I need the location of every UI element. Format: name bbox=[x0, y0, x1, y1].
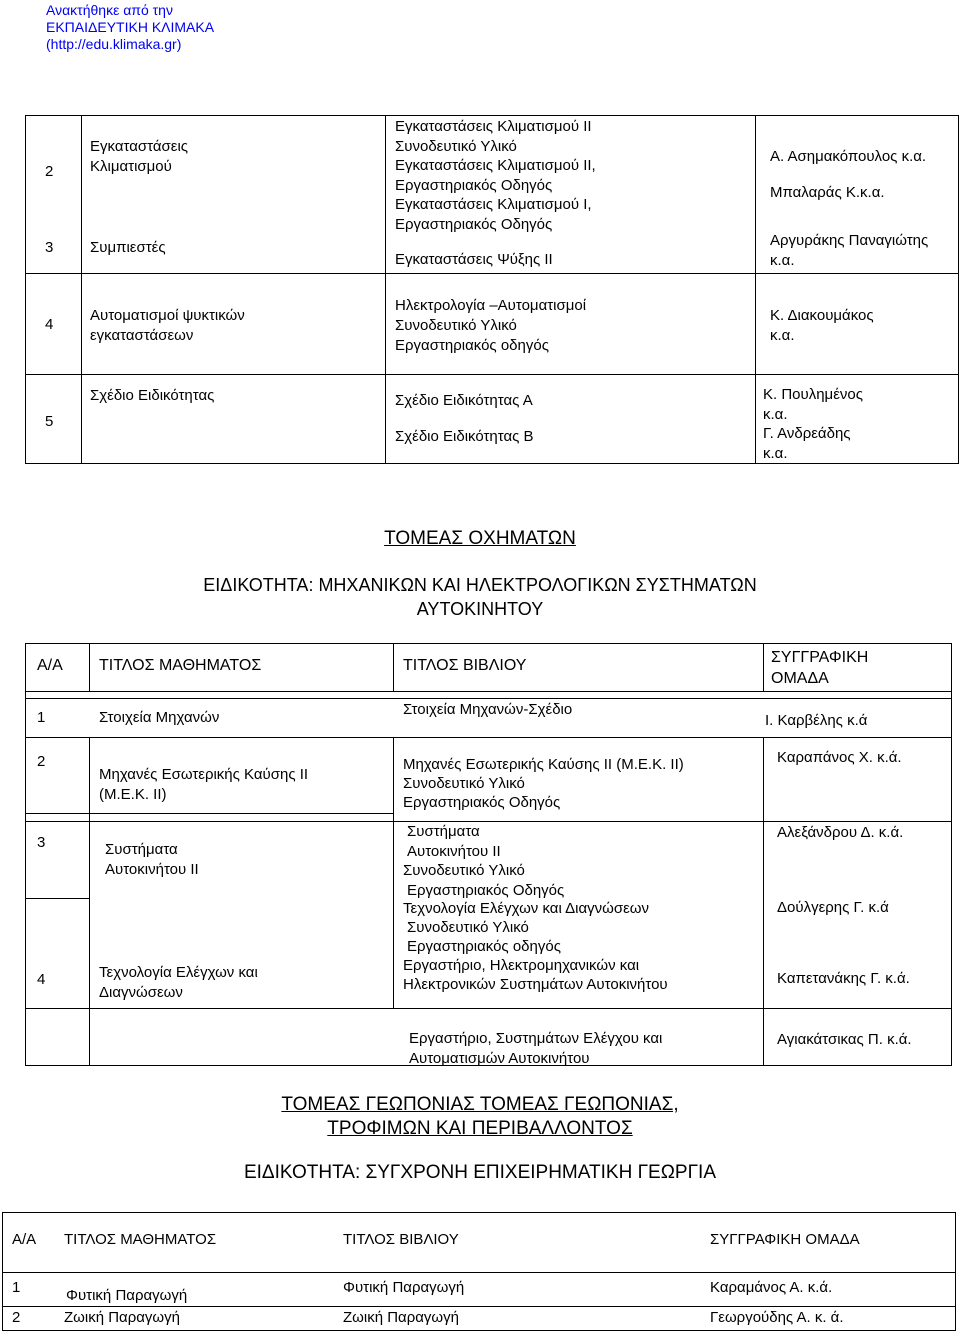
table-row bbox=[2, 1273, 956, 1306]
course-title: Σχέδιο Ειδικότητας bbox=[90, 387, 215, 404]
source-header bbox=[46, 2, 214, 53]
book-titles: Ζωική Παραγωγή bbox=[343, 1309, 459, 1326]
table-row bbox=[25, 225, 959, 273]
authors: Γεωργούδης Α. κ. ά. bbox=[710, 1309, 844, 1326]
table-row bbox=[2, 1307, 956, 1331]
row-number: 3 bbox=[45, 239, 54, 256]
specialty-agriculture: ΕΙΔΙΚΟΤΗΤΑ: ΣΥΓΧΡΟΝΗ ΕΠΙΧΕΙΡΗΜΑΤΙΚΗ ΓΕΩΡΓΙΑ bbox=[243, 1162, 717, 1183]
authors: Αργυράκης Παναγιώτης κ.α. bbox=[770, 232, 929, 269]
book-titles: Εργαστήριο, Συστημάτων Ελέγχου και Αυτοματισμών Αυτοκινήτου bbox=[409, 1030, 663, 1067]
course-title: Ζωική Παραγωγή bbox=[64, 1309, 180, 1326]
table-row bbox=[25, 699, 952, 739]
row-number: 3 bbox=[37, 834, 46, 851]
book-titles: Σχέδιο Ειδικότητας Α Σχέδιο Ειδικότητας Β bbox=[395, 392, 534, 445]
authors: Κ. Διακουμάκος κ.α. bbox=[770, 307, 874, 344]
book-titles: Εγκαταστάσεις Ψύξης ΙΙ bbox=[395, 251, 553, 268]
authors: Καραμάνος Α. κ.ά. bbox=[710, 1279, 833, 1296]
authors: Αλεξάνδρου Δ. κ.ά. bbox=[777, 824, 904, 841]
specialty-line-2: ΑΥΤΟΚΙΝΗΤΟΥ bbox=[416, 599, 544, 619]
specialty-line-1: ΕΙΔΙΚΟΤΗΤΑ: ΜΗΧΑΝΙΚΩΝ ΚΑΙ ΗΛΕΚΤΡΟΛΟΓΙΚΩΝ ΣΥΣΤΗΜΑΤΩΝ bbox=[203, 575, 757, 595]
book-titles: Φυτική Παραγωγή bbox=[343, 1279, 465, 1296]
table-2 bbox=[25, 643, 953, 1068]
course-title: Εγκαταστάσεις Κλιματισμού bbox=[90, 138, 189, 175]
source-line-2[interactable]: ΕΚΠΑΙΔΕΥΤΙΚΗ ΚΛΙΜΑΚΑ bbox=[46, 19, 215, 35]
table-row bbox=[25, 375, 959, 464]
course-title: Συστήματα Αυτοκινήτου ΙΙ bbox=[105, 841, 199, 878]
row-number: 2 bbox=[37, 753, 46, 770]
authors: Καραπάνος Χ. κ.ά. bbox=[777, 749, 902, 766]
authors: Ι. Καρβέλης κ.ά bbox=[765, 712, 868, 729]
row-number: 5 bbox=[45, 413, 54, 430]
course-title: Αυτοματισμοί ψυκτικών εγκαταστάσεων bbox=[90, 307, 245, 344]
column-header-book: ΤΙΤΛΟΣ ΒΙΒΛΙΟΥ bbox=[343, 1231, 459, 1248]
book-titles: Εγκαταστάσεις Κλιματισμού ΙΙ Συνοδευτικό Υλικό Εγκαταστάσεις Κλιματισμού ΙΙ, Εργαστηριακός Οδηγός Εγκαταστάσεις Κλιματισμού Ι, Εργαστηριακός Οδηγός bbox=[395, 118, 596, 233]
row-number: 4 bbox=[45, 316, 54, 333]
column-header-authors: ΣΥΓΓΡΑΦΙΚΗ ΟΜΑΔΑ bbox=[710, 1231, 860, 1248]
course-title: Μηχανές Εσωτερικής Καύσης ΙΙ (Μ.Ε.Κ. ΙΙ) bbox=[99, 766, 309, 803]
section-title-agriculture-1: ΤΟΜΕΑΣ ΓΕΩΠΟΝΙΑΣ ΤΟΜΕΑΣ ΓΕΩΠΟΝΙΑΣ, bbox=[281, 1094, 679, 1115]
column-header-num: Α/Α bbox=[37, 657, 63, 674]
table-1 bbox=[25, 115, 960, 465]
authors: Κ. Πουλημένος κ.α. Γ. Ανδρεάδης κ.α. bbox=[763, 386, 863, 462]
column-header-num: Α/Α bbox=[12, 1231, 37, 1248]
column-header-course: ΤΙΤΛΟΣ ΜΑΘΗΜΑΤΟΣ bbox=[99, 657, 262, 674]
course-title: Συμπιεστές bbox=[90, 239, 166, 256]
section-title-agriculture-2: ΤΡΟΦΙΜΩΝ ΚΑΙ ΠΕΡΙΒΑΛΛΟΝΤΟΣ bbox=[327, 1118, 633, 1139]
table-row bbox=[25, 899, 952, 1009]
course-title: Φυτική Παραγωγή bbox=[66, 1287, 188, 1304]
section-title-vehicles: ΤΟΜΕΑΣ ΟΧΗΜΑΤΩΝ bbox=[384, 528, 576, 549]
table-row bbox=[25, 822, 952, 898]
row-number: 1 bbox=[37, 709, 46, 726]
source-line-1[interactable]: Ανακτήθηκε από την bbox=[46, 2, 173, 18]
column-header-book: ΤΙΤΛΟΣ ΒΙΒΛΙΟΥ bbox=[403, 657, 527, 674]
book-titles: Μηχανές Εσωτερικής Καύσης ΙΙ (Μ.Ε.Κ. ΙΙ) Συνοδευτικό Υλικό Εργαστηριακός Οδηγός bbox=[403, 756, 684, 811]
authors: Αγιακάτσικας Π. κ.ά. bbox=[777, 1031, 912, 1048]
authors: Δούλγερης Γ. κ.ά Καπετανάκης Γ. κ.ά. bbox=[777, 899, 910, 987]
row-number: 1 bbox=[12, 1279, 21, 1296]
row-number: 2 bbox=[12, 1309, 21, 1326]
source-line-3[interactable]: (http://edu.klimaka.gr) bbox=[46, 36, 182, 52]
course-title: Τεχνολογία Ελέγχων και Διαγνώσεων bbox=[99, 964, 258, 1001]
book-titles: Ηλεκτρολογία –Αυτοματισμοί Συνοδευτικό Υλικό Εργαστηριακός οδηγός bbox=[395, 297, 587, 354]
column-header-authors: ΣΥΓΓΡΑΦΙΚΗ ΟΜΑΔΑ bbox=[771, 649, 869, 687]
table-3 bbox=[2, 1212, 957, 1332]
book-titles: Συστήματα Αυτοκινήτου ΙΙ Συνοδευτικό Υλικό Εργαστηριακός Οδηγός bbox=[403, 823, 565, 899]
row-number: 2 bbox=[45, 163, 54, 180]
book-titles: Τεχνολογία Ελέγχων και Διαγνώσεων Συνοδευτικό Υλικό Εργαστηριακός οδηγός Εργαστήριο, Ηλεκτρομηχανικών και Ηλεκτρονικών Συστημάτων Αυτοκινήτου bbox=[403, 900, 668, 993]
authors: Α. Ασημακόπουλος κ.α. Μπαλαράς Κ.κ.α. bbox=[770, 148, 927, 201]
column-header-course: ΤΙΤΛΟΣ ΜΑΘΗΜΑΤΟΣ bbox=[64, 1231, 217, 1248]
book-titles: Στοιχεία Μηχανών-Σχέδιο bbox=[403, 701, 573, 718]
table-row bbox=[25, 1009, 952, 1065]
course-title: Στοιχεία Μηχανών bbox=[99, 709, 220, 726]
row-number: 4 bbox=[37, 971, 46, 988]
table-row bbox=[25, 274, 959, 374]
table-row bbox=[25, 739, 952, 819]
